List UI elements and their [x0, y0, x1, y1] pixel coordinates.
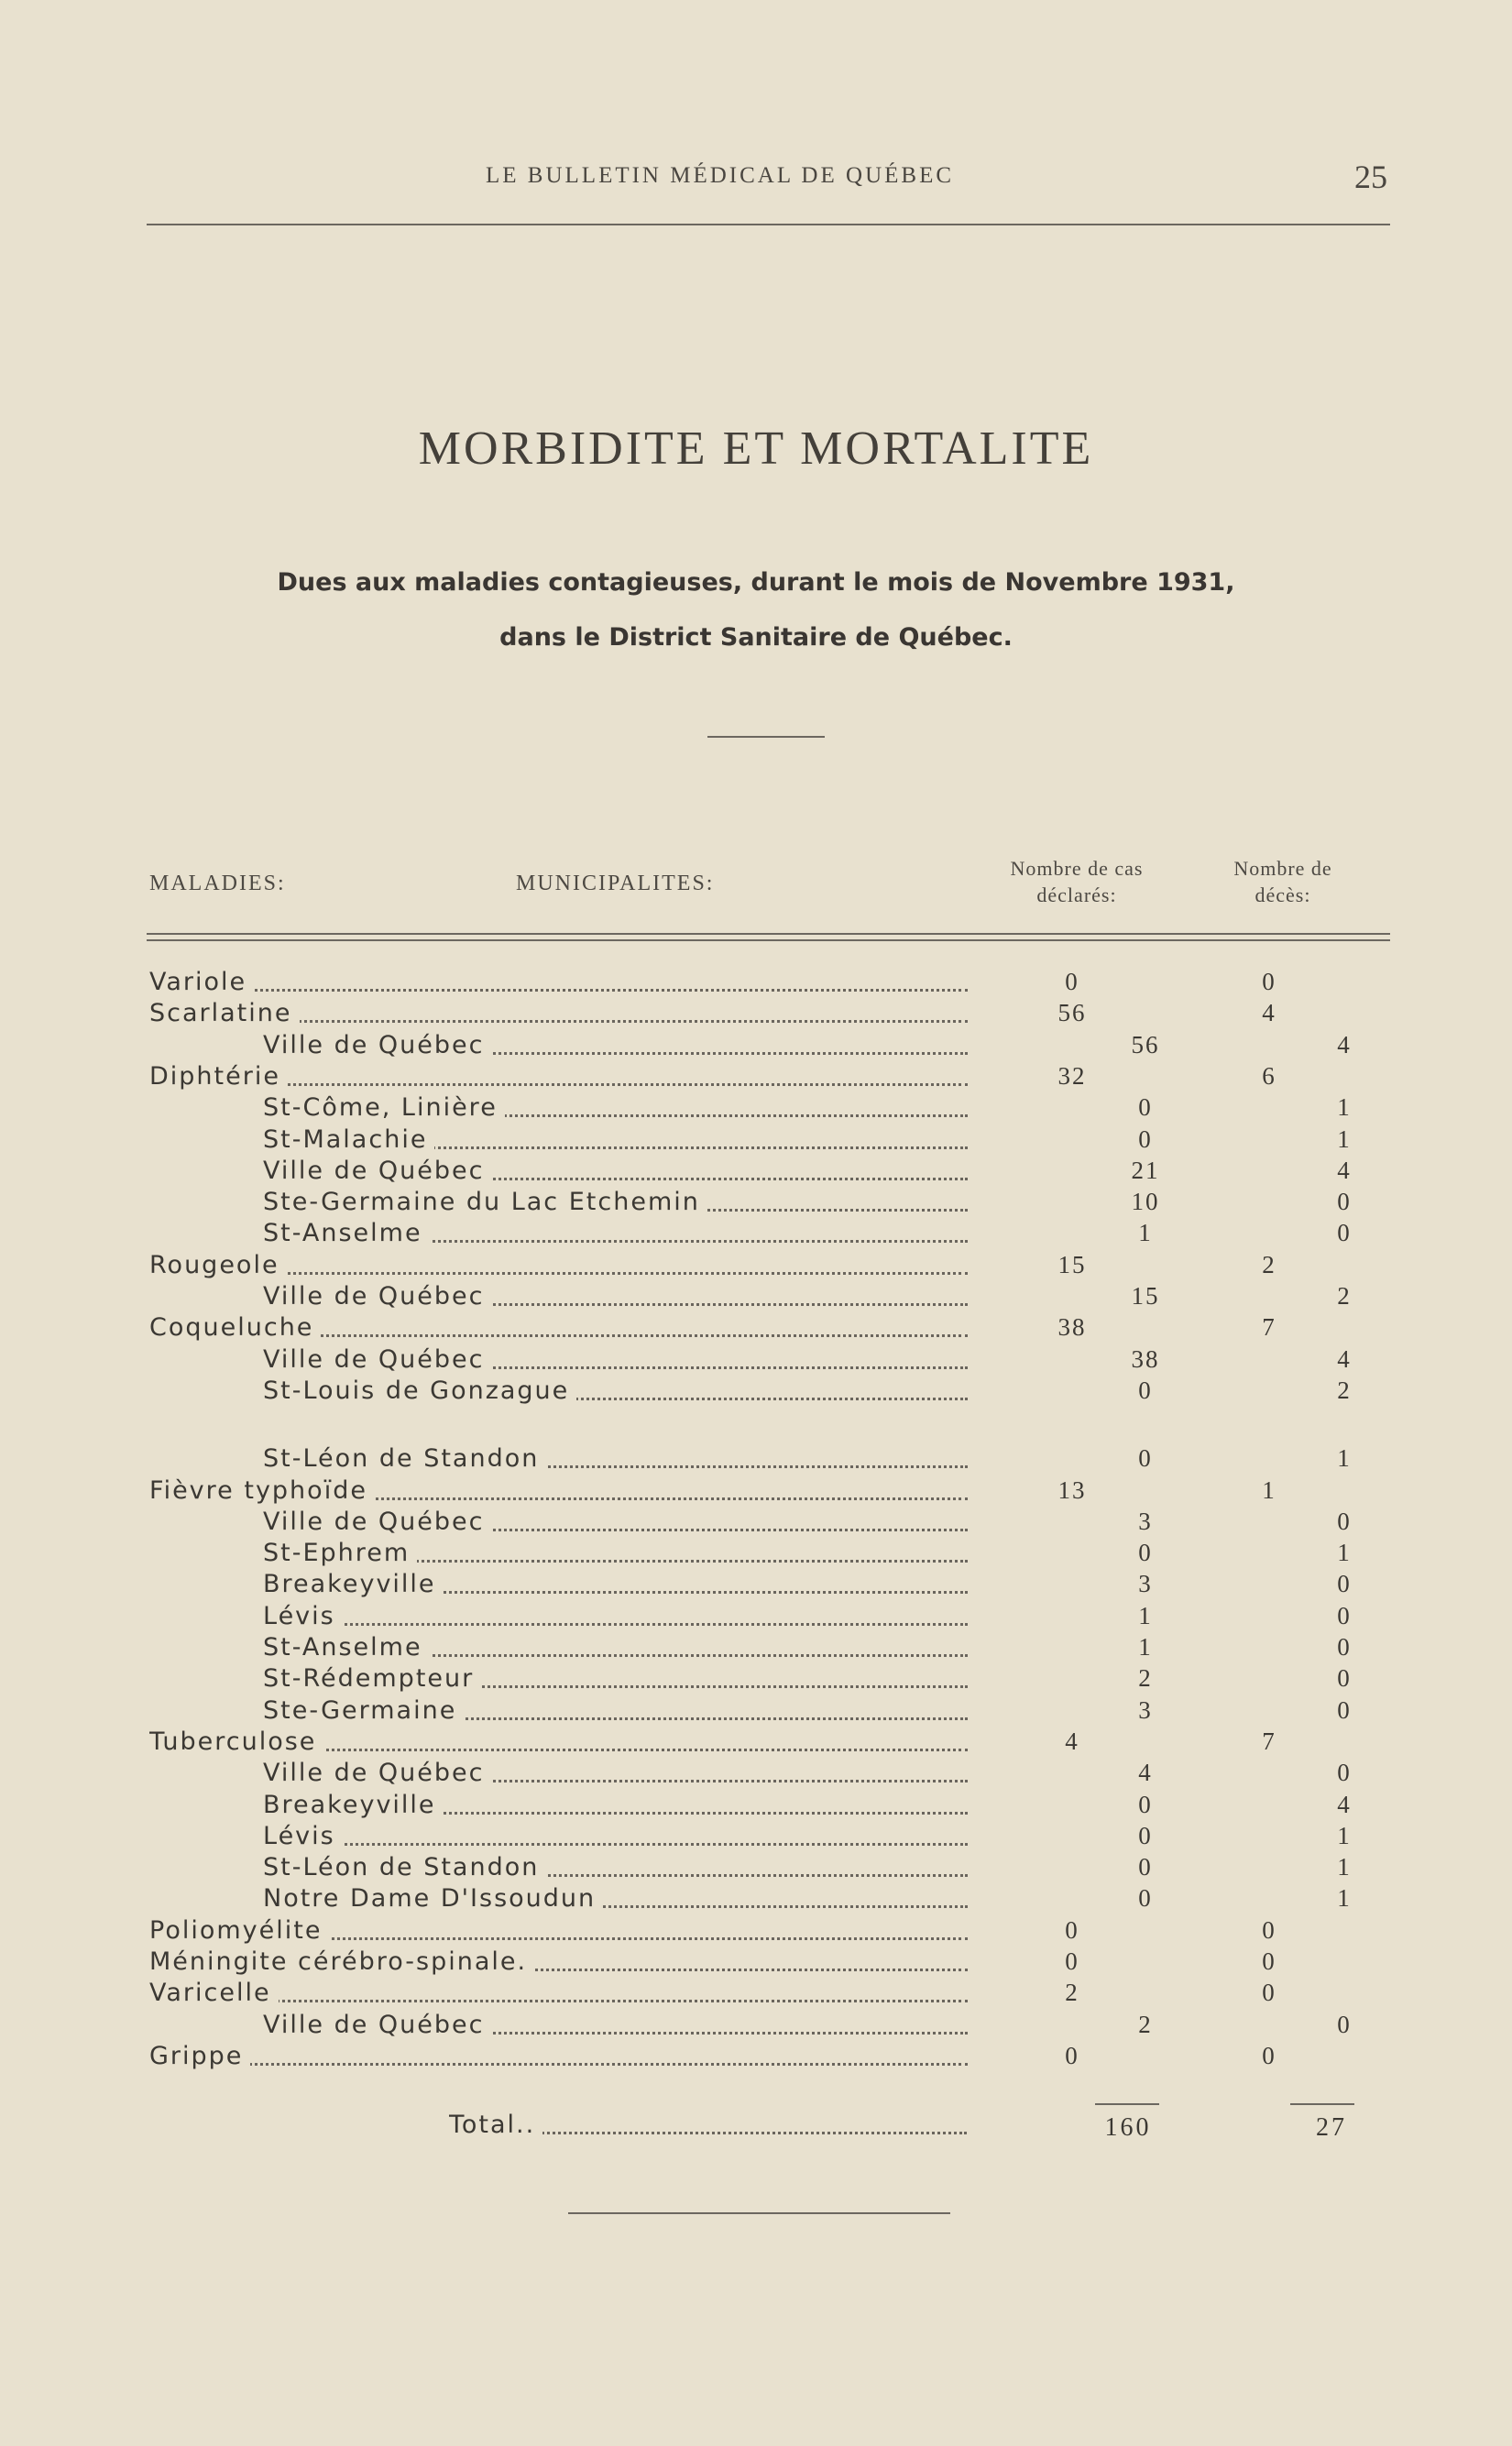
- row-label-text: Ville de Québec: [263, 1031, 491, 1059]
- disease-label: [149, 1251, 968, 1282]
- deces-value: 4: [1337, 1156, 1352, 1184]
- disease-label: [149, 1728, 968, 1759]
- row-label-text: Tuberculose: [149, 1728, 323, 1756]
- municipality-label: [263, 1188, 968, 1219]
- table-row: [0, 2042, 1512, 2073]
- row-label-text: Ste-Germaine: [263, 1696, 464, 1725]
- table-row: [0, 1539, 1512, 1570]
- municipality-label: [263, 1570, 968, 1601]
- total-deces: 27: [1316, 2113, 1347, 2142]
- cas-value: 4: [1138, 1759, 1153, 1787]
- disease-label: [149, 968, 968, 999]
- column-header-deces-line1: Nombre de: [1233, 857, 1332, 880]
- table-row: [0, 1822, 1512, 1853]
- page-number: 25: [1354, 159, 1387, 195]
- row-label-text: Ste-Germaine du Lac Etchemin: [263, 1188, 707, 1216]
- row-label-text: Ville de Québec: [263, 1157, 491, 1185]
- cas-total-value: 0: [1065, 2041, 1079, 2069]
- table-row: [0, 1570, 1512, 1601]
- deces-value: 0: [1337, 1188, 1352, 1216]
- table-row: [0, 1157, 1512, 1188]
- deces-total-value: 0: [1262, 2041, 1276, 2069]
- journal-title: LE BULLETIN MÉDICAL DE QUÉBEC: [486, 163, 955, 188]
- cas-total-value: 2: [1065, 1979, 1079, 2007]
- deces-total-value: 6: [1262, 1061, 1276, 1090]
- deces-value: 1: [1337, 1444, 1352, 1473]
- cas-value: 2: [1138, 1664, 1153, 1693]
- table-row: [0, 1219, 1512, 1250]
- row-label-text: Fièvre typhoïde: [149, 1476, 375, 1505]
- cas-total-value: 15: [1057, 1250, 1087, 1278]
- disease-label: [149, 999, 968, 1030]
- row-label-text: Ville de Québec: [263, 1345, 491, 1374]
- table-row: [0, 1696, 1512, 1728]
- municipality-label: [263, 2011, 968, 2042]
- row-label-text: St-Léon de Standon: [263, 1444, 546, 1473]
- deces-value: 0: [1337, 1759, 1352, 1787]
- row-label-text: Variole: [149, 968, 254, 996]
- table-row: [0, 1947, 1512, 1979]
- municipality-label: [263, 1157, 968, 1188]
- disease-label: [149, 1979, 968, 2010]
- leader-dots: [263, 1623, 968, 1626]
- cas-value: 0: [1138, 1853, 1153, 1881]
- cas-value: 2: [1138, 2010, 1153, 2038]
- cas-value: 0: [1138, 1124, 1153, 1153]
- municipality-label: [263, 1125, 968, 1157]
- table-row: [0, 1093, 1512, 1124]
- municipality-label: [263, 1282, 968, 1313]
- deces-value: 2: [1337, 1282, 1352, 1310]
- cas-total-value: 38: [1057, 1313, 1087, 1342]
- leader-dots: [263, 1843, 968, 1846]
- cas-total-value: 0: [1065, 1947, 1079, 1975]
- deces-value: 1: [1337, 1853, 1352, 1881]
- table-row: [0, 1728, 1512, 1759]
- cas-value: 1: [1138, 1633, 1153, 1661]
- deces-value: 1: [1337, 1539, 1352, 1567]
- deces-total-value: 0: [1262, 1947, 1276, 1975]
- deces-value: 0: [1337, 1219, 1352, 1247]
- cas-total-value: 56: [1057, 999, 1087, 1027]
- deces-total-value: 0: [1262, 1979, 1276, 2007]
- column-header-deces: [1210, 855, 1356, 908]
- deces-value: 1: [1337, 1884, 1352, 1913]
- deces-total-value: 0: [1262, 968, 1276, 995]
- deces-value: 1: [1337, 1821, 1352, 1849]
- row-label-text: Ville de Québec: [263, 1508, 491, 1536]
- table-row: [0, 1251, 1512, 1282]
- table-row: [0, 1444, 1512, 1475]
- table-row: [0, 1377, 1512, 1408]
- row-label-text: Lévis: [263, 1602, 343, 1630]
- deces-value: 0: [1337, 2010, 1352, 2038]
- column-header-cas-line2: déclarés:: [1036, 883, 1117, 906]
- row-label-text: Grippe: [149, 2042, 250, 2070]
- running-header: [0, 159, 1512, 200]
- row-label-text: St-Ephrem: [263, 1539, 417, 1567]
- table-row: [0, 1476, 1512, 1508]
- municipality-label: [263, 1696, 968, 1728]
- municipality-label: [263, 1508, 968, 1539]
- cas-total-value: 0: [1065, 1915, 1079, 1944]
- table-row: [0, 1633, 1512, 1664]
- municipality-label: [263, 1791, 968, 1822]
- cas-total-value: 0: [1065, 968, 1079, 995]
- cas-value: 0: [1138, 1093, 1153, 1122]
- footer-rule: [568, 2212, 950, 2214]
- row-label-text: St-Rédempteur: [263, 1664, 481, 1693]
- row-label-text: Varicelle: [149, 1979, 279, 2007]
- row-label-text: St-Anselme: [263, 1219, 430, 1247]
- table-row: [0, 1916, 1512, 1947]
- row-label-text: Lévis: [263, 1822, 343, 1850]
- municipality-label: [263, 1602, 968, 1633]
- table-row: [0, 1188, 1512, 1219]
- table-row: [0, 1853, 1512, 1884]
- row-label-text: Breakeyville: [263, 1570, 444, 1598]
- cas-value: 1: [1138, 1601, 1153, 1629]
- cas-value: 0: [1138, 1790, 1153, 1818]
- municipality-label: [263, 1093, 968, 1124]
- row-label-text: Notre Dame D'Issoudun: [263, 1884, 603, 1913]
- cas-value: 10: [1131, 1188, 1160, 1216]
- column-header-maladies: MALADIES:: [149, 872, 286, 895]
- cas-value: 0: [1138, 1539, 1153, 1567]
- deces-value: 2: [1337, 1376, 1352, 1404]
- disease-label: [149, 1916, 968, 1947]
- row-label-text: St-Anselme: [263, 1633, 430, 1662]
- leader-dots: [149, 989, 968, 992]
- disease-label: [149, 1062, 968, 1093]
- row-label-text: Poliomyélite: [149, 1916, 329, 1945]
- deces-total-value: 7: [1262, 1313, 1276, 1342]
- deces-value: 0: [1337, 1695, 1352, 1724]
- cas-value: 3: [1138, 1695, 1153, 1724]
- deces-total-value: 7: [1262, 1727, 1276, 1755]
- municipality-label: [263, 1539, 968, 1570]
- municipality-label: [263, 1031, 968, 1062]
- deces-total-value: 1: [1262, 1475, 1276, 1504]
- row-label-text: Scarlatine: [149, 999, 300, 1027]
- municipality-label: [263, 1345, 968, 1377]
- disease-label: [149, 1947, 968, 1979]
- page-title: MORBIDITE ET MORTALITE: [418, 422, 1094, 475]
- municipality-label: [263, 1444, 968, 1475]
- table-row: [0, 1345, 1512, 1377]
- municipality-label: [263, 1664, 968, 1695]
- municipality-label: [263, 1759, 968, 1790]
- table-row: [0, 1313, 1512, 1344]
- column-header-municipalites: MUNICIPALITES:: [516, 872, 715, 895]
- deces-value: 0: [1337, 1664, 1352, 1693]
- deces-value: 0: [1337, 1507, 1352, 1535]
- header-rule: [147, 224, 1390, 225]
- disease-label: [149, 1476, 968, 1508]
- table-row: [0, 1602, 1512, 1633]
- subtitle-line-1: Dues aux maladies contagieuses, durant le mois de Novembre 1931,: [277, 568, 1235, 597]
- table-row: [0, 1759, 1512, 1790]
- cas-total-value: 13: [1057, 1475, 1087, 1504]
- cas-value: 38: [1131, 1344, 1160, 1373]
- row-label-text: Ville de Québec: [263, 2011, 491, 2039]
- column-header-cas: [985, 855, 1168, 908]
- table-row: [0, 1884, 1512, 1915]
- row-label-text: Rougeole: [149, 1251, 287, 1279]
- table-row: [0, 1664, 1512, 1695]
- total-rule-deces: [1290, 2103, 1354, 2105]
- cas-total-value: 32: [1057, 1061, 1087, 1090]
- row-label-text: Diphtérie: [149, 1062, 288, 1091]
- table-header-rule-2: [147, 939, 1390, 941]
- cas-value: 1: [1138, 1219, 1153, 1247]
- cas-value: 0: [1138, 1821, 1153, 1849]
- deces-value: 4: [1337, 1790, 1352, 1818]
- table-row: [0, 1979, 1512, 2010]
- deces-value: 0: [1337, 1601, 1352, 1629]
- deces-value: 0: [1337, 1633, 1352, 1661]
- deces-value: 1: [1337, 1124, 1352, 1153]
- cas-value: 3: [1138, 1507, 1153, 1535]
- total-cas: 160: [1104, 2113, 1152, 2142]
- cas-value: 0: [1138, 1884, 1153, 1913]
- row-label-text: Ville de Québec: [263, 1282, 491, 1311]
- total-label-text: Total..: [449, 2111, 542, 2139]
- table-header-rule-1: [147, 933, 1390, 935]
- disease-label: [149, 1313, 968, 1344]
- row-label-text: Méningite cérébro-spinale.: [149, 1947, 534, 1976]
- table-row: [0, 968, 1512, 999]
- leader-dots: [149, 2063, 968, 2066]
- total-label: [449, 2111, 967, 2142]
- title-separator: [707, 736, 825, 738]
- row-label-text: St-Louis de Gonzague: [263, 1377, 576, 1405]
- table-row: [0, 1031, 1512, 1062]
- row-label-text: St-Léon de Standon: [263, 1853, 546, 1881]
- column-header-deces-line2: décès:: [1255, 883, 1311, 906]
- cas-value: 15: [1131, 1282, 1160, 1310]
- cas-value: 3: [1138, 1570, 1153, 1598]
- table-row: [0, 1125, 1512, 1157]
- cas-value: 21: [1131, 1156, 1160, 1184]
- table-row: [0, 1062, 1512, 1093]
- subtitle-line-2: dans le District Sanitaire de Québec.: [499, 623, 1013, 652]
- deces-value: 4: [1337, 1030, 1352, 1058]
- cas-total-value: 4: [1065, 1727, 1079, 1755]
- deces-total-value: 0: [1262, 1915, 1276, 1944]
- table-row: [0, 1791, 1512, 1822]
- row-label-text: Breakeyville: [263, 1791, 444, 1819]
- row-label-text: Coqueluche: [149, 1313, 321, 1342]
- cas-value: 56: [1131, 1030, 1160, 1058]
- cas-value: 0: [1138, 1444, 1153, 1473]
- municipality-label: [263, 1822, 968, 1853]
- row-label-text: Ville de Québec: [263, 1759, 491, 1787]
- total-rule-cas: [1095, 2103, 1159, 2105]
- table-row: [0, 2011, 1512, 2042]
- table-row: [0, 1508, 1512, 1539]
- cas-value: 0: [1138, 1376, 1153, 1404]
- municipality-label: [263, 1377, 968, 1408]
- table-row: [0, 1282, 1512, 1313]
- municipality-label: [263, 1884, 968, 1915]
- row-label-text: St-Côme, Linière: [263, 1093, 505, 1122]
- deces-value: 4: [1337, 1344, 1352, 1373]
- deces-value: 0: [1337, 1570, 1352, 1598]
- deces-value: 1: [1337, 1093, 1352, 1122]
- deces-total-value: 2: [1262, 1250, 1276, 1278]
- municipality-label: [263, 1853, 968, 1884]
- column-header-cas-line1: Nombre de cas: [1010, 857, 1144, 880]
- table-row: [0, 999, 1512, 1030]
- deces-total-value: 4: [1262, 999, 1276, 1027]
- municipality-label: [263, 1219, 968, 1250]
- row-label-text: St-Malachie: [263, 1125, 434, 1154]
- disease-label: [149, 2042, 968, 2073]
- municipality-label: [263, 1633, 968, 1664]
